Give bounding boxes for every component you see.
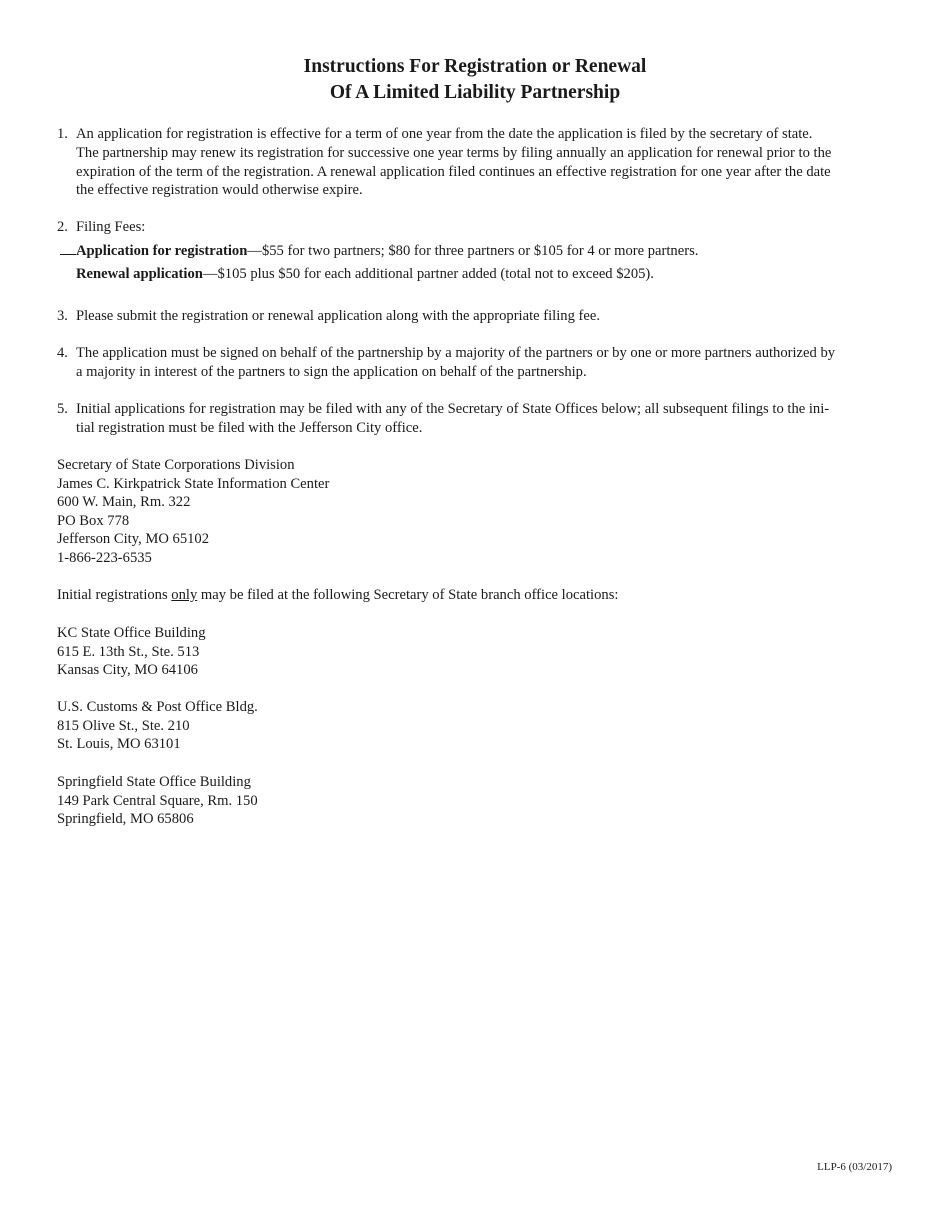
instruction-item-1	[57, 125, 897, 200]
branch-note-text: may be filed at the following Secretary of State branch office locations:	[197, 587, 619, 603]
item-line: Please submit the registration or renewal application along with the appropriate filing fee.	[76, 308, 600, 324]
instruction-item-3	[57, 307, 897, 326]
fee-registration-label: Application for registration	[76, 243, 248, 259]
form-number: LLP-6 (03/2017)	[817, 1161, 892, 1173]
fee-renewal-label: Renewal application	[76, 266, 203, 282]
branch-note-text: Initial registrations	[57, 587, 172, 603]
branch-office-kansas-city	[57, 624, 206, 680]
item-line: Filing Fees:	[76, 219, 146, 235]
branch-office-springfield	[57, 773, 258, 829]
item-number: 3.	[57, 308, 68, 324]
item-number: 1.	[57, 126, 68, 142]
address-line: Kansas City, MO 64106	[57, 662, 198, 679]
address-line: 815 Olive St., Ste. 210	[57, 717, 190, 734]
fee-registration-text: —$55 for two partners; $80 for three partners or $105 for 4 or more partners.	[247, 243, 699, 259]
document-title-line-2: Of A Limited Liability Partnership	[329, 82, 621, 103]
instruction-item-4	[57, 344, 897, 382]
instruction-item-5	[57, 400, 897, 438]
address-line: Secretary of State Corporations Division	[57, 457, 295, 473]
address-line: 615 E. 13th St., Ste. 513	[57, 643, 200, 660]
checkbox-blank-line[interactable]	[60, 242, 76, 255]
address-line: Springfield, MO 65806	[57, 811, 194, 828]
item-line: expiration of the term of the registration. A renewal application filed continues an effective registration for one year after the date	[76, 163, 831, 180]
item-number: 4.	[57, 345, 68, 361]
branch-office-st-louis	[57, 698, 258, 754]
address-line: PO Box 778	[57, 512, 130, 529]
item-line: Initial applications for registration may be filed with any of the Secretary of State Offices below; all subsequent filings to the ini-	[76, 401, 830, 417]
branch-note-emphasis: only	[171, 587, 198, 603]
address-line: U.S. Customs & Post Office Bldg.	[57, 699, 258, 715]
instruction-item-2	[57, 218, 897, 237]
item-line: The application must be signed on behalf of the partnership by a majority of the partners or by one or more partners authorized by	[76, 345, 836, 361]
address-line: St. Louis, MO 63101	[57, 736, 181, 753]
branch-note	[57, 586, 618, 605]
fee-renewal-row	[57, 265, 897, 284]
address-line: KC State Office Building	[57, 625, 206, 641]
item-line: the effective registration would otherwise expire.	[76, 182, 363, 199]
fee-registration-row	[57, 242, 897, 261]
item-number: 5.	[57, 401, 68, 417]
document-title-line-1: Instructions For Registration or Renewal	[303, 56, 647, 77]
address-line: 600 W. Main, Rm. 322	[57, 494, 191, 511]
main-office-address	[57, 456, 329, 568]
item-line: a majority in interest of the partners to sign the application on behalf of the partnership.	[76, 363, 587, 380]
address-line: 149 Park Central Square, Rm. 150	[57, 792, 258, 809]
fee-renewal-text: —$105 plus $50 for each additional partner added (total not to exceed $205).	[202, 266, 654, 282]
address-line: James C. Kirkpatrick State Information Center	[57, 475, 330, 492]
item-line: An application for registration is effective for a term of one year from the date the application is filed by the secretary of state.	[76, 126, 813, 142]
phone-number: 1-866-223-6535	[57, 549, 152, 566]
item-line: The partnership may renew its registration for successive one year terms by filing annually an application for renewal prior to the	[76, 144, 832, 161]
item-line: tial registration must be filed with the Jefferson City office.	[76, 419, 423, 436]
address-line: Jefferson City, MO 65102	[57, 531, 210, 548]
address-line: Springfield State Office Building	[57, 774, 251, 790]
item-number: 2.	[57, 219, 68, 235]
